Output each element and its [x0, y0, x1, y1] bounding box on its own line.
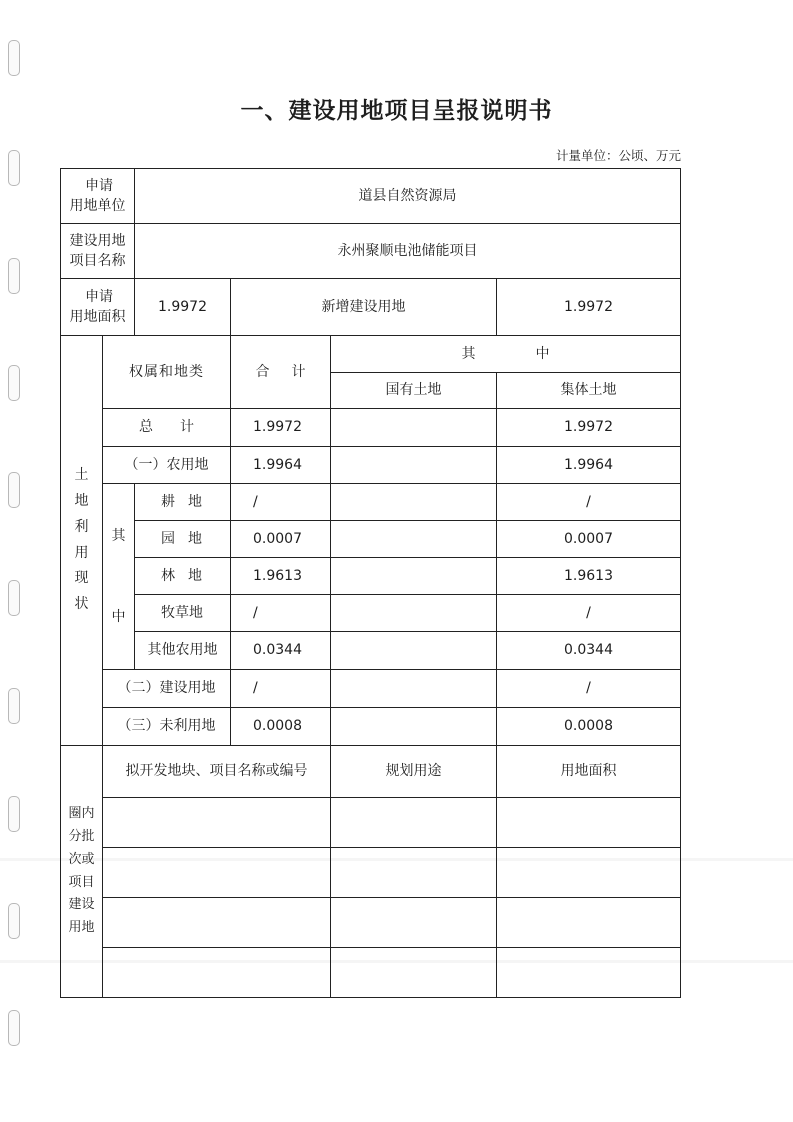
row-total-value: 1.9972 — [231, 409, 331, 447]
binding-hole — [8, 40, 20, 76]
binding-hole — [8, 1010, 20, 1046]
row-unused-label: （三）未利用地 — [103, 708, 231, 746]
row-construction — [61, 670, 681, 708]
binding-hole — [8, 796, 20, 832]
row-other-agri — [61, 632, 681, 670]
row-grass-label: 牧 草 地 — [135, 595, 231, 632]
batch-section-label: 圈内 分批 次或 项目 建设 用地 — [61, 746, 103, 998]
header-collective-land: 集体土地 — [497, 373, 681, 409]
row-unused-collective: 0.0008 — [497, 708, 681, 746]
row-total-collective: 1.9972 — [497, 409, 681, 447]
row-arable-state — [331, 484, 497, 521]
binding-hole — [8, 150, 20, 186]
of-which-label: 其 中 — [103, 484, 135, 670]
row-total-label: 总 计 — [103, 409, 231, 447]
row-agri-collective: 1.9964 — [497, 447, 681, 484]
area-value: 1.9972 — [135, 279, 231, 336]
row-arable-label: 耕 地 — [135, 484, 231, 521]
row-garden — [61, 521, 681, 558]
project-label: 建设用地 项目名称 — [61, 224, 135, 279]
row-grass-collective: / — [497, 595, 681, 632]
batch-cell-name — [103, 948, 331, 998]
project-report-table — [60, 168, 681, 998]
row-forest-label: 林 地 — [135, 558, 231, 595]
batch-row — [61, 848, 681, 898]
row-construction-value: / — [231, 670, 331, 708]
area-row — [61, 279, 681, 336]
land-use-section-label: 土 地 利 用 现 状 — [61, 336, 103, 746]
row-construction-label: （二）建设用地 — [103, 670, 231, 708]
binding-hole — [8, 580, 20, 616]
batch-header-use: 规划用途 — [331, 746, 497, 798]
row-construction-collective: / — [497, 670, 681, 708]
batch-cell-name — [103, 898, 331, 948]
land-use-header-row — [61, 336, 681, 373]
header-category: 权属和地类 — [103, 336, 231, 409]
batch-cell-area — [497, 898, 681, 948]
row-unused-value: 0.0008 — [231, 708, 331, 746]
batch-cell-use — [331, 848, 497, 898]
row-unused-state — [331, 708, 497, 746]
row-construction-state — [331, 670, 497, 708]
row-total — [61, 409, 681, 447]
batch-header-name: 拟开发地块、项目名称或编号 — [103, 746, 331, 798]
row-grass-state — [331, 595, 497, 632]
row-forest-state — [331, 558, 497, 595]
row-arable — [61, 484, 681, 521]
row-arable-value: / — [231, 484, 331, 521]
row-forest — [61, 558, 681, 595]
batch-cell-name — [103, 848, 331, 898]
row-forest-collective: 1.9613 — [497, 558, 681, 595]
row-garden-label: 园 地 — [135, 521, 231, 558]
batch-header-row — [61, 746, 681, 798]
row-forest-value: 1.9613 — [231, 558, 331, 595]
binding-hole — [8, 472, 20, 508]
area-label: 申 请 用地面积 — [61, 279, 135, 336]
unit-note: 计量单位：公顷、万元 — [555, 148, 681, 163]
header-state-land: 国有土地 — [331, 373, 497, 409]
row-garden-collective: 0.0007 — [497, 521, 681, 558]
row-other-agri-state — [331, 632, 497, 670]
row-garden-state — [331, 521, 497, 558]
new-construction-label: 新增建设用地 — [231, 279, 497, 336]
batch-cell-area — [497, 848, 681, 898]
batch-header-area: 用地面积 — [497, 746, 681, 798]
batch-cell-area — [497, 948, 681, 998]
row-arable-collective: / — [497, 484, 681, 521]
applicant-value: 道县自然资源局 — [135, 169, 681, 224]
batch-cell-area — [497, 798, 681, 848]
applicant-label: 申 请 用地单位 — [61, 169, 135, 224]
row-garden-value: 0.0007 — [231, 521, 331, 558]
binding-hole — [8, 903, 20, 939]
row-grass-value: / — [231, 595, 331, 632]
page-title: 一、建设用地项目呈报说明书 — [240, 98, 553, 124]
applicant-row — [61, 169, 681, 224]
batch-cell-use — [331, 898, 497, 948]
row-other-agri-collective: 0.0344 — [497, 632, 681, 670]
project-value: 永州聚顺电池储能项目 — [135, 224, 681, 279]
row-other-agri-label: 其他农用地 — [135, 632, 231, 670]
binding-hole — [8, 688, 20, 724]
batch-row — [61, 798, 681, 848]
row-other-agri-value: 0.0344 — [231, 632, 331, 670]
row-grass — [61, 595, 681, 632]
new-construction-value: 1.9972 — [497, 279, 681, 336]
binding-hole — [8, 258, 20, 294]
header-total: 合 计 — [231, 336, 331, 409]
row-agri — [61, 447, 681, 484]
batch-row — [61, 948, 681, 998]
row-agri-label: （一）农用地 — [103, 447, 231, 484]
header-of-which: 其 中 — [331, 336, 681, 373]
binding-hole — [8, 365, 20, 401]
row-total-state — [331, 409, 497, 447]
batch-cell-use — [331, 798, 497, 848]
row-agri-state — [331, 447, 497, 484]
row-agri-value: 1.9964 — [231, 447, 331, 484]
project-row — [61, 224, 681, 279]
batch-row — [61, 898, 681, 948]
row-unused — [61, 708, 681, 746]
batch-cell-use — [331, 948, 497, 998]
batch-cell-name — [103, 798, 331, 848]
